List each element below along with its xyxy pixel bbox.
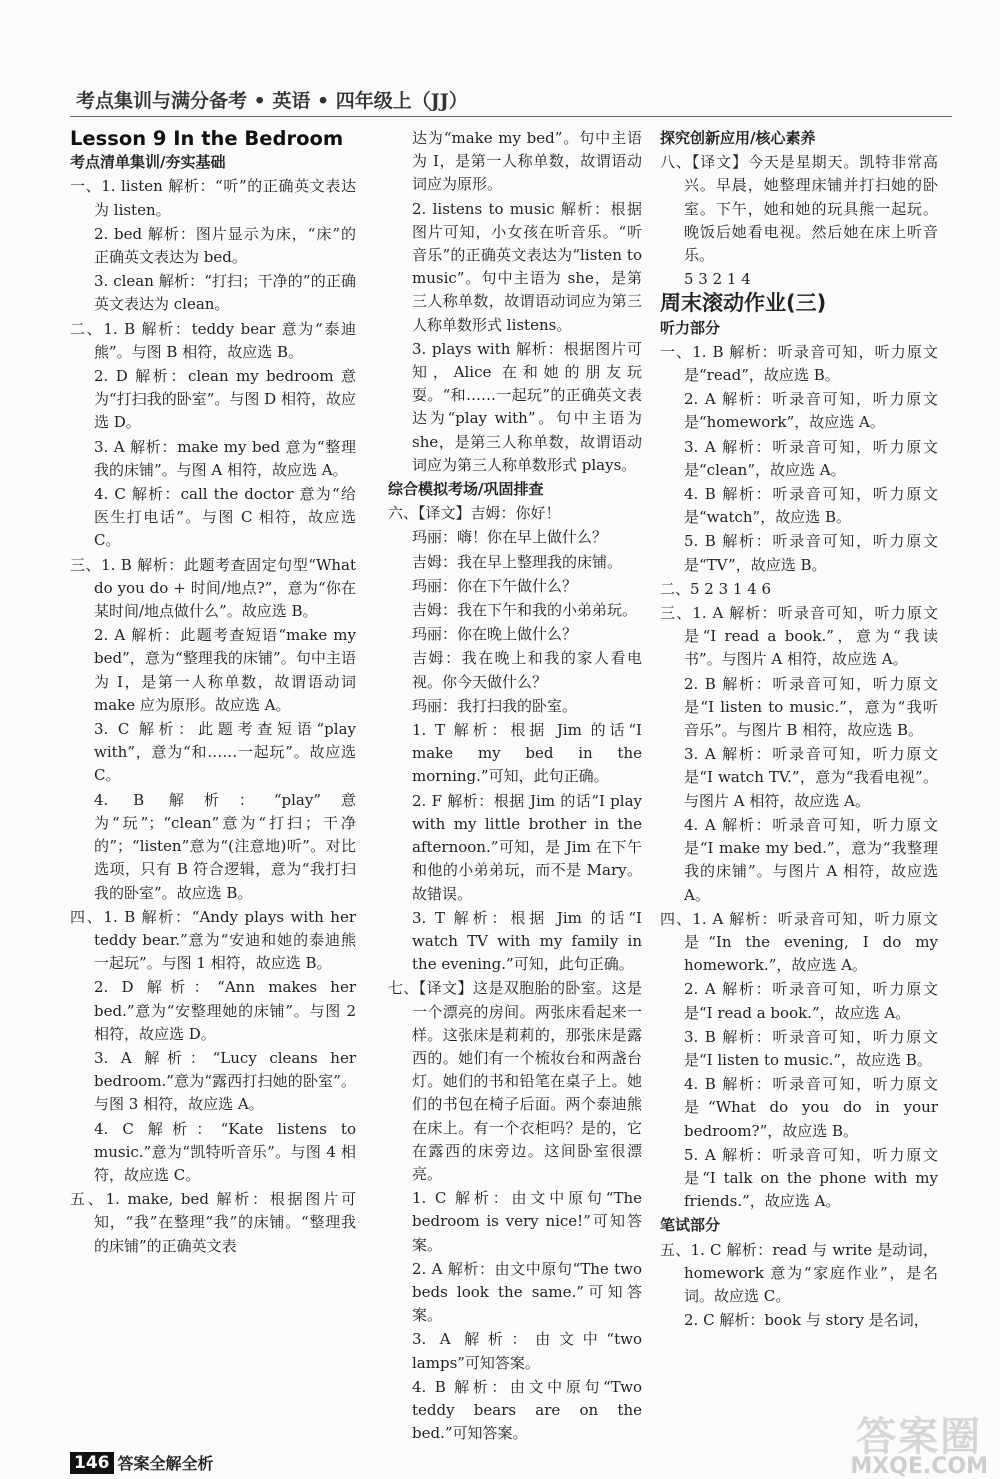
page-number: 146 — [70, 1452, 114, 1474]
header-rule — [70, 116, 952, 117]
watermark-en: MXQE.COM — [850, 1454, 988, 1479]
col2-paragraph: 3. T 解析：根据 Jim 的话“I watch TV with my family in the evening.”可知，此句正确。 — [412, 908, 642, 974]
col3-paragraph: 四、1. A 解析：听录音可知，听力原文是“In the evening, I do my homework.”，故应选 A。 — [660, 909, 938, 975]
col3-paragraph: 笔试部分 — [660, 1216, 721, 1235]
col1-paragraph: 2. D 解析：clean my bedroom 意为“打扫我的卧室”。与图 D 相符，故应选 D。 — [94, 367, 356, 432]
col2-paragraph: 1. T 解析：根据 Jim 的话“I make my bed in the morning.”可知，此句正确。 — [412, 721, 642, 786]
col1-paragraph: 4. C 解析：call the doctor 意为“给医生打电话”。与图 C 相符，故应选 C。 — [94, 485, 356, 550]
col2-paragraph: 综合模拟考场/巩固排查 — [388, 480, 544, 499]
column-3 — [660, 127, 938, 1333]
col3-paragraph: 4. B 解析：听录音可知，听力原文是“watch”，故应选 B。 — [684, 485, 938, 527]
col3-paragraph: 五、1. C 解析：read 与 write 是动词，homework 意为“家庭作业”，是名词。故应选 C。 — [660, 1240, 938, 1305]
footer-label: 答案全解全析 — [117, 1454, 214, 1473]
col3-paragraph: 三、1. A 解析：听录音可知，听力原文是“I read a book.”，意为“我读书”。与图片 A 相符，故应选 A。 — [660, 604, 938, 669]
col3-paragraph: 5. B 解析：听录音可知，听力原文是“TV”，故应选 B。 — [684, 532, 938, 574]
col2-paragraph: 1. C 解析：由文中原句“The bedroom is very nice!”可知答案。 — [412, 1189, 642, 1254]
col2-paragraph: 3. plays with 解析：根据图片可知，Alice 在和她的朋友玩耍。“和……一起玩”的正确英文表达为“play with”。句中主语为 she，是第三人称单数，故谓语动词应为第三人称单数形式 plays。 — [412, 339, 642, 474]
col1-paragraph: 三、1. B 解析：此题考查固定句型“What do you do + 时间/地点?”，意为“你在某时间/地点做什么”。故应选 B。 — [70, 555, 356, 621]
col1-paragraph: 二、1. B 解析：teddy bear 意为“泰迪熊”。与图 B 相符，故应选 B。 — [70, 319, 356, 361]
col2-paragraph: 2. F 解析：根据 Jim 的话“I play with my little brother in the afternoon.”可知，是 Jim 在下午和他的小弟弟玩，而不是 Mary。故错误。 — [412, 791, 642, 903]
col2-paragraph: 2. A 解析：由文中原句“The two beds look the same.”可知答案。 — [412, 1259, 642, 1325]
page-header: 考点集训与满分备考 • 英语 • 四年级上（JJ） — [76, 90, 468, 112]
col1-paragraph: 3. clean 解析：“打扫；干净的”的正确英文表达为 clean。 — [94, 272, 356, 314]
col3-paragraph: 八、【译文】今天是星期天。凯特非常高兴。早晨，她整理床铺并打扫她的卧室。下午，她和她的玩具熊一起玩。晚饭后她看电视。然后她在床上听音乐。 — [660, 153, 938, 265]
col3-paragraph: 2. C 解析：book 与 story 是名词， — [684, 1311, 929, 1330]
watermark-cn: 答案圈 — [856, 1414, 983, 1460]
col1-paragraph: 四、1. B 解析：“Andy plays with her teddy bear.”意为“安迪和她的泰迪熊一起玩”。与图 1 相符，故应选 B。 — [70, 907, 356, 973]
col3-paragraph: 听力部分 — [660, 318, 721, 337]
col3-paragraph: 一、1. B 解析：听录音可知，听力原文是“read”，故应选 B。 — [660, 342, 938, 385]
col1-paragraph: 4. B 解析：“play”意为“玩”；“clean”意为“打扫；干净的”；“listen”意为“(注意地)听”。对比选项，只有 B 符合逻辑，意为“我打扫我的卧室”。故应选 B。 — [94, 790, 356, 902]
col3-paragraph: 2. A 解析：听录音可知，听力原文是“homework”，故应选 A。 — [684, 390, 938, 432]
col1-paragraph: 2. bed 解析：图片显示为床，“床”的正确英文表达为 bed。 — [94, 224, 356, 267]
col2-paragraph: 六、【译文】吉姆：你好！ — [388, 504, 561, 523]
column-1 — [70, 127, 356, 1259]
col2-paragraph: 3. A 解析：由文中“two lamps”可知答案。 — [412, 1330, 642, 1372]
col3-paragraph: 3. B 解析：听录音可知，听力原文是“I listen to music.”，故应选 B。 — [684, 1027, 938, 1069]
col1-paragraph: 2. A 解析：此题考查短语“make my bed”，意为“整理我的床铺”。句中主语为 I，是第一人称单数，故谓语动词 make 应为原形。故应选 A。 — [94, 626, 356, 714]
col3-paragraph: 2. B 解析：听录音可知，听力原文是“I listen to music.”，意为“我听音乐”。与图片 B 相符，故应选 B。 — [684, 674, 938, 740]
col3-paragraph: 二、5 2 3 1 4 6 — [660, 579, 772, 598]
col3-paragraph: 5. A 解析：听录音可知，听力原文是“I talk on the phone with my friends.”，故应选 A。 — [684, 1145, 938, 1211]
col2-paragraph: 吉姆：我在晚上和我的家人看电视。你今天做什么？ — [412, 649, 642, 691]
col3-paragraph: 4. A 解析：听录音可知，听力原文是“I make my bed.”，意为“我整理我的床铺”。与图片 A 相符，故应选 A。 — [684, 815, 938, 904]
col2-paragraph: 玛丽：你在晚上做什么？ — [412, 625, 578, 644]
col2-paragraph: 4. B 解析：由文中原句“Two teddy bears are on the bed.”可知答案。 — [412, 1377, 642, 1443]
col3-paragraph: 3. A 解析：听录音可知，听力原文是“clean”，故应选 A。 — [684, 437, 938, 479]
col1-paragraph: 3. A 解析：make my bed 意为“整理我的床铺”。与图 A 相符，故应选 A。 — [94, 437, 356, 479]
col3-paragraph: 3. A 解析：听录音可知，听力原文是“I watch TV.”，意为“我看电视”。与图片 A 相符，故应选 A。 — [684, 745, 938, 810]
col2-paragraph: 吉姆：我在早上整理我的床铺。 — [412, 552, 623, 571]
col1-paragraph: 4. C 解析：“Kate listens to music.”意为“凯特听音乐”。与图 4 相符，故应选 C。 — [94, 1119, 356, 1184]
col3-paragraph: 5 3 2 1 4 — [684, 270, 751, 289]
col2-paragraph: 玛丽：我打扫我的卧室。 — [412, 696, 578, 715]
col1-paragraph: 考点清单集训/夯实基础 — [70, 153, 226, 172]
col1-paragraph: 一、1. listen 解析：“听”的正确英文表达为 listen。 — [70, 177, 356, 219]
col3-paragraph: 2. A 解析：听录音可知，听力原文是“I read a book.”，故应选 A。 — [684, 980, 938, 1022]
col1-paragraph: 3. A 解析：“Lucy cleans her bedroom.”意为“露西打扫她的卧室”。与图 3 相符，故应选 A。 — [94, 1048, 356, 1114]
col2-paragraph: 七、【译文】这是双胞胎的卧室。这是一个漂亮的房间。两张床看起来一样。这张床是莉莉的，那张床是露西的。她们有一个梳妆台和两盏台灯。她们的书和铅笔在桌子上。她们的书包在椅子后面。两个泰迪熊在床上。有一个衣柜吗？是的，它在露西的床旁边。这间卧室很漂亮。 — [388, 979, 642, 1183]
col2-paragraph: 达为“make my bed”。句中主语为 I，是第一人称单数，故谓语动词应为原形。 — [412, 129, 642, 194]
col2-paragraph: 吉姆：我在下午和我的小弟弟玩。 — [412, 601, 638, 620]
col2-paragraph: 玛丽：嗨！你在早上做什么？ — [412, 528, 608, 547]
col1-paragraph: 五、1. make, bed 解析：根据图片可知，“我”在整理“我”的床铺。“整理我的床铺”的正确英文表 — [70, 1190, 356, 1255]
col1-paragraph: Lesson 9 In the Bedroom — [70, 127, 344, 150]
column-2 — [388, 127, 642, 1446]
col3-paragraph: 周末滚动作业(三) — [660, 291, 827, 316]
watermark — [850, 1405, 988, 1479]
col3-paragraph: 探究创新应用/核心素养 — [660, 129, 816, 147]
col2-paragraph: 2. listens to music 解析：根据图片可知，小女孩在听音乐。“听音乐”的正确英文表达为“listen to music”。句中主语为 she，是第三人称单数，故谓语动词应为第三人称单数形式 listens。 — [412, 199, 642, 334]
col3-paragraph: 4. B 解析：听录音可知，听力原文是“What do you do in your bedroom?”，故应选 B。 — [684, 1075, 938, 1140]
col1-paragraph: 2. D 解析：“Ann makes her bed.”意为“安整理她的床铺”。与图 2 相符，故应选 D。 — [94, 978, 356, 1043]
col1-paragraph: 3. C 解析：此题考查短语“play with”，意为“和……一起玩”。故应选 C。 — [94, 720, 356, 785]
col2-paragraph: 玛丽：你在下午做什么？ — [412, 576, 578, 595]
